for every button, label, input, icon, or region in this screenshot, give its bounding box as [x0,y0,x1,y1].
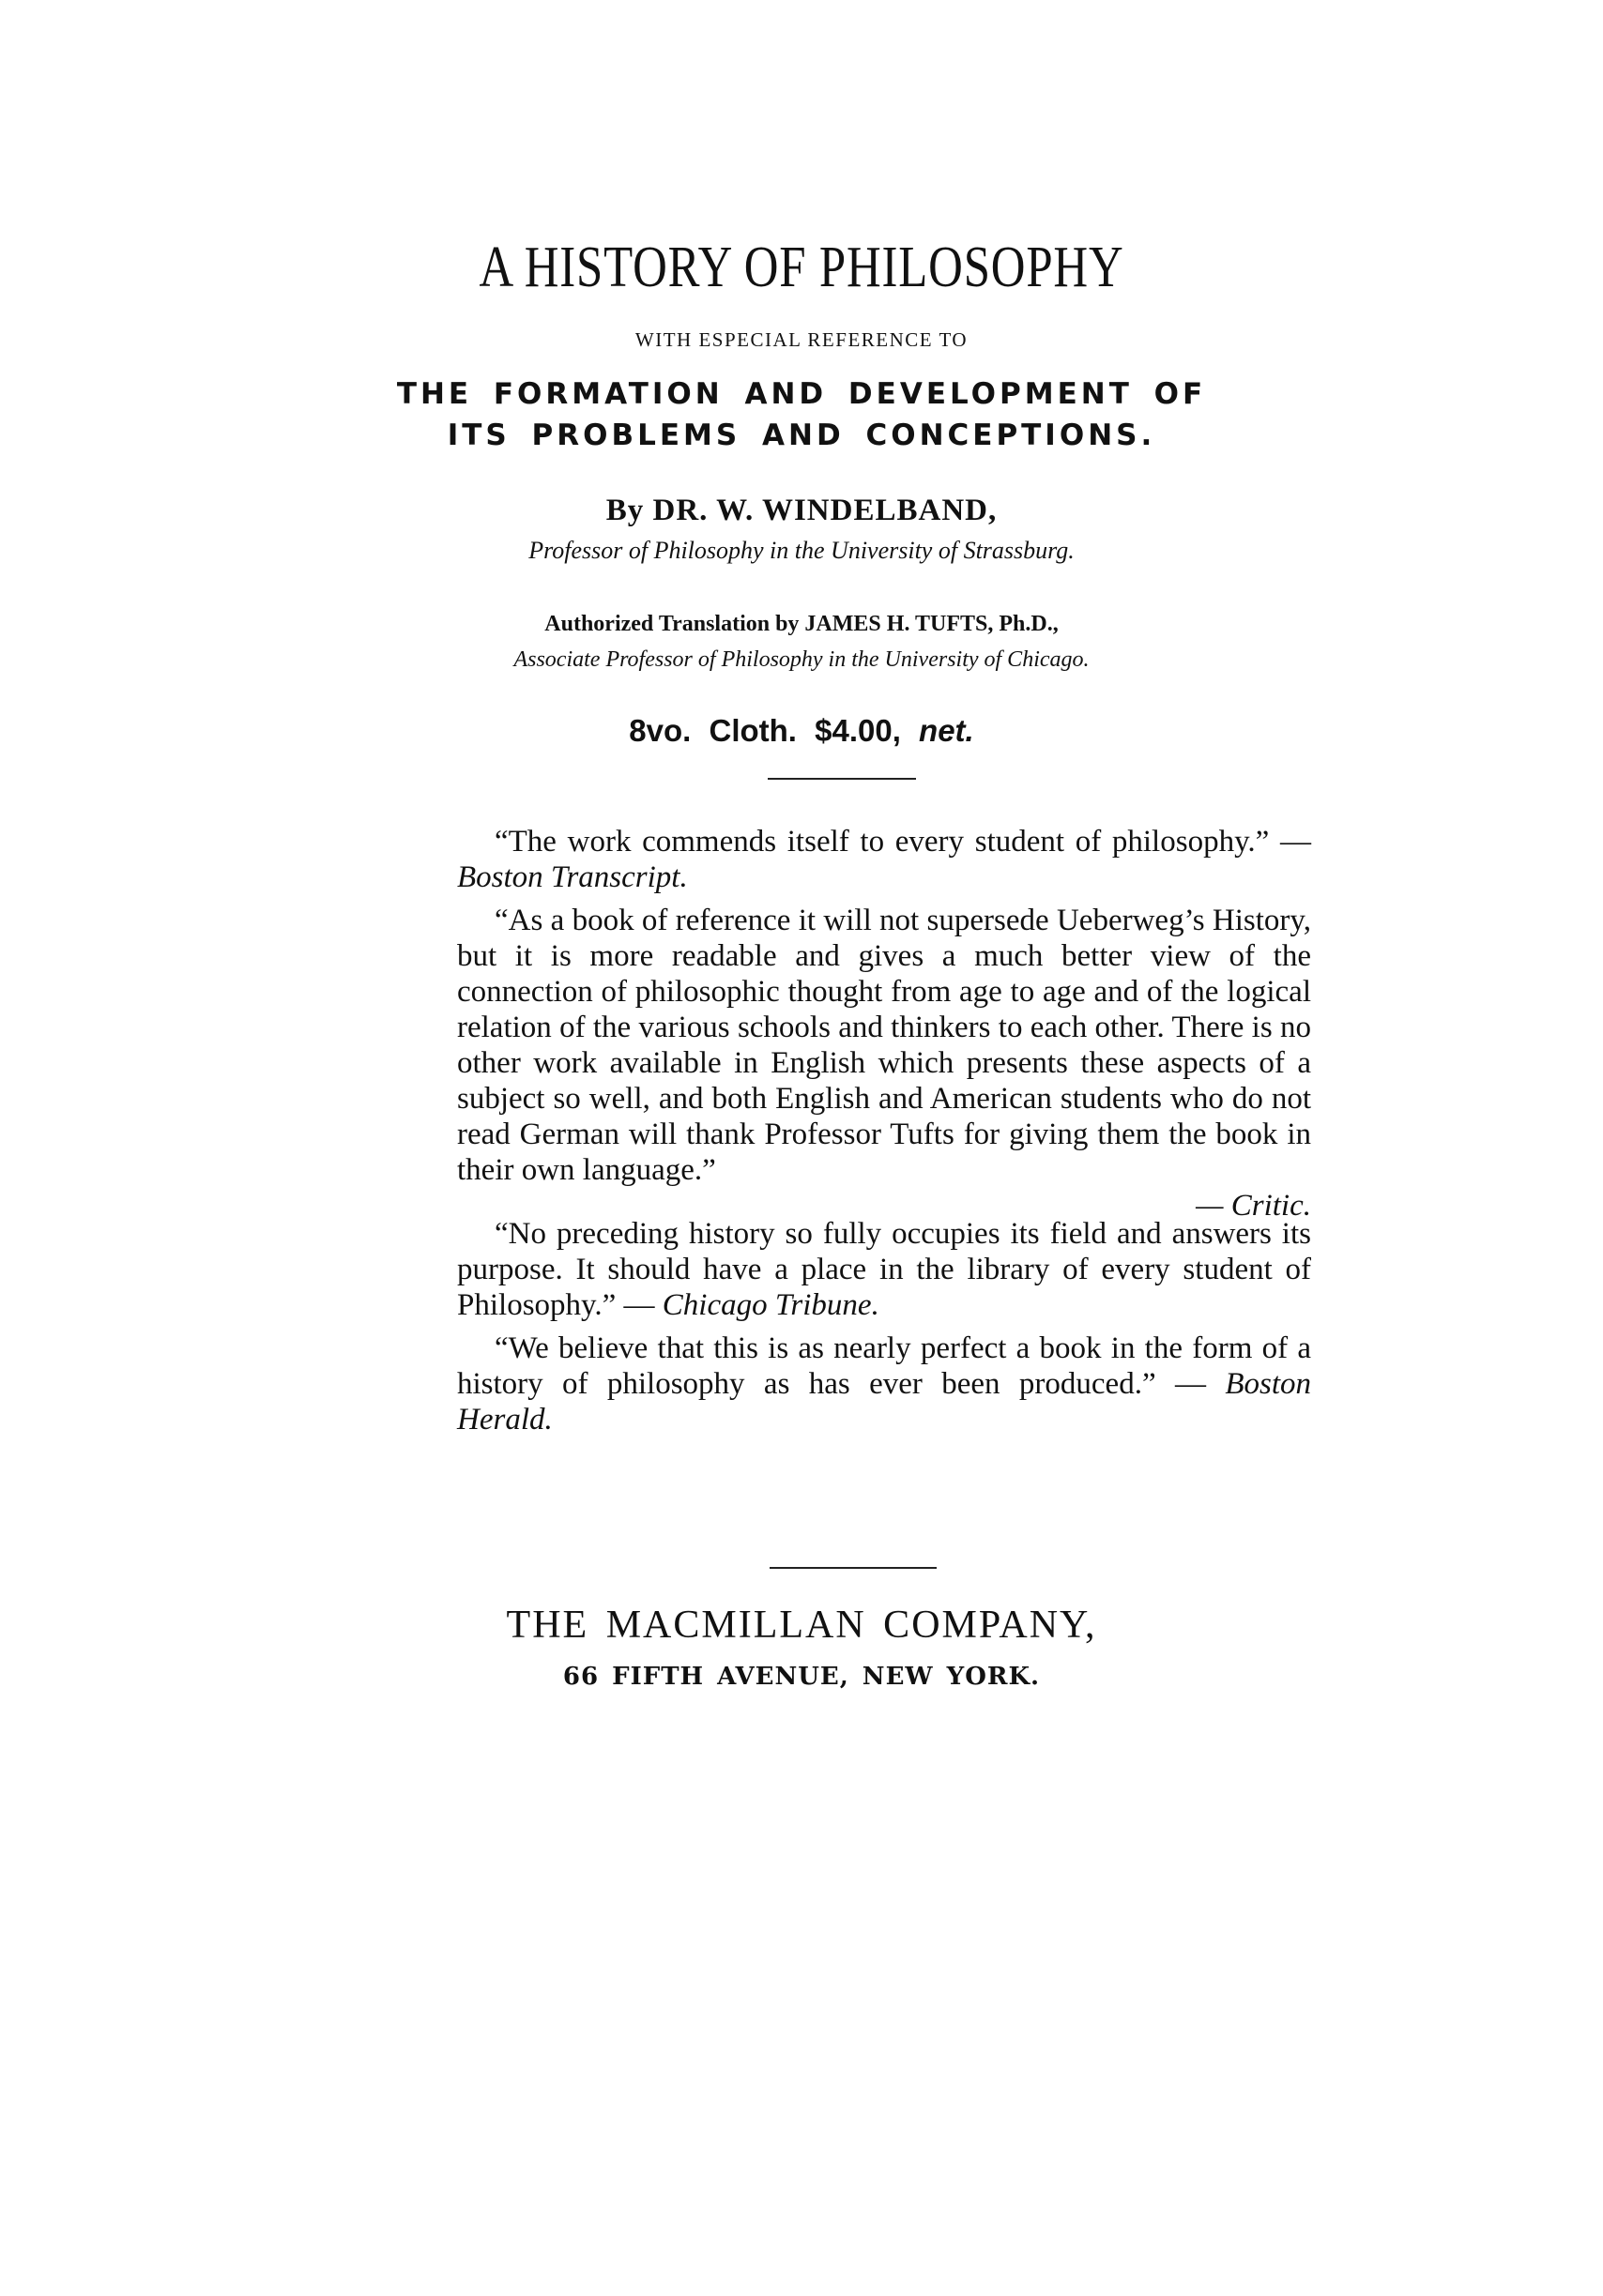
price-net: net. [919,713,974,748]
divider-top [768,778,916,780]
translator-affiliation: Associate Professor of Philosophy in the University of Chicago. [513,647,1090,672]
book-title: A HISTORY OF PHILOSOPHY [479,236,1124,299]
book-subtitle: WITH ESPECIAL REFERENCE TO [634,328,969,351]
price-line [0,713,1603,749]
review-source: Boston Transcript. [457,860,688,894]
review-text: “As a book of reference it will not supersede Ueberweg’s History, but it is more readable and gives a much better view of the connection of philosophic thought from age to age and of the logical relation of the various schools and thinkers to each other. There is no other work available in English which presents these aspects of a subject so well, and both English and American students who do not read German will thank Professor Tufts for giving them the book in their own language.” [457,904,1311,1187]
publisher-address: 66 FIFTH AVENUE, NEW YORK. [562,1663,1041,1691]
author-affiliation: Professor of Philosophy in the University of Strassburg. [528,537,1075,564]
review-3 [457,1216,1311,1323]
price-format: 8vo. Cloth. $4.00, [629,713,901,748]
divider-bottom [770,1567,937,1569]
review-text: “The work commends itself to every student of philosophy.” — [495,825,1311,859]
translator-line: Authorized Translation by JAMES H. TUFTS, Ph.D., [544,612,1059,636]
review-2 [457,903,1311,1224]
review-source: Boston Herald. [457,1367,1311,1437]
review-text: “We believe that this is as nearly perfect a book in the form of a history of philosophy as has ever been produced.” — [457,1331,1311,1401]
publisher-name: THE MACMILLAN COMPANY, [506,1604,1097,1647]
heading-line-2: ITS PROBLEMS AND CONCEPTIONS. [447,418,1156,452]
review-4 [457,1330,1311,1437]
review-1 [457,824,1311,895]
review-source: Chicago Tribune. [662,1288,879,1322]
review-text: “No preceding history so fully occupies its field and answers its purpose. It should have a place in the library of every student of Philosophy.” — [457,1217,1311,1322]
heading-line-1: THE FORMATION AND DEVELOPMENT OF [396,377,1207,411]
review-source: — Critic. [1196,1189,1311,1223]
author-line: By DR. W. WINDELBAND, [605,494,998,527]
